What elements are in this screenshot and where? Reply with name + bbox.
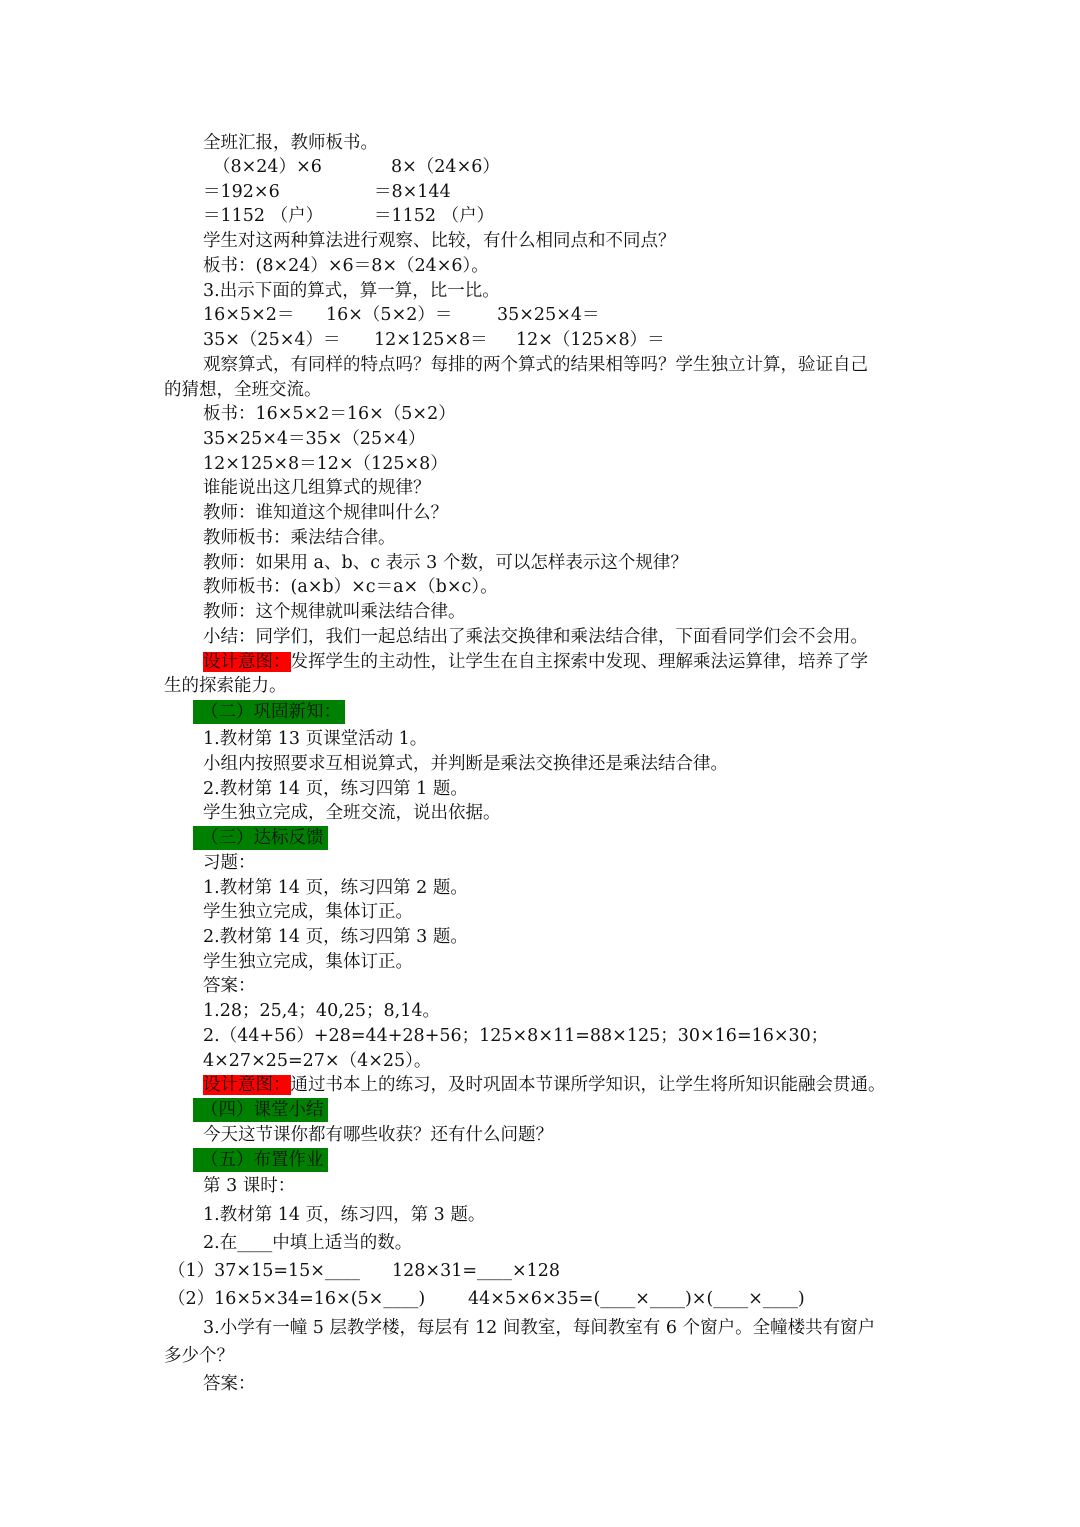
design-intent-tag: 设计意图：	[203, 652, 291, 672]
answer-label: 答案：	[203, 976, 256, 996]
expr-a3: 35×25×4＝	[497, 305, 600, 325]
answer-1: 1.28；25,4；40,25；8,14。	[203, 1001, 440, 1021]
homework-3-cont: 多少个？	[164, 1346, 234, 1366]
calc-right-1: 8×（24×6）	[391, 157, 500, 177]
design-intent-1-cont: 生的探索能力。	[164, 676, 287, 696]
exercise-2-detail: 学生独立完成，集体订正。	[203, 952, 413, 972]
design-intent-text: 通过书本上的练习，及时巩固本节课所学知识，让学生将所知识能融会贯通。	[290, 1075, 886, 1095]
observe-paragraph: 观察算式，有同样的特点吗？每排的两个算式的结果相等吗？学生独立计算，验证自己	[203, 355, 868, 375]
calc-right-2: ＝8×144	[374, 182, 451, 202]
exercise-2: 2.教材第 14 页，练习四第 3 题。	[203, 927, 468, 947]
board-writing-4: 12×125×8＝12×（125×8）	[203, 454, 448, 474]
calc-right-3: ＝1152 （户）	[374, 206, 495, 226]
section-heading-4: （四）课堂小结	[193, 1098, 328, 1122]
section-heading-3: （三）达标反馈	[193, 826, 328, 850]
expr-b2: 12×125×8＝	[374, 330, 488, 350]
expr-b3: 12×（125×8）＝	[516, 330, 665, 350]
design-intent-1	[203, 650, 868, 674]
teacher-rule-name: 教师：这个规律就叫乘法结合律。	[203, 602, 466, 622]
exercise-label: 习题：	[203, 853, 256, 873]
lesson-label: 第 3 课时：	[203, 1176, 296, 1196]
calc-left-1: （8×24）×6	[213, 157, 322, 177]
step-3: 3.出示下面的算式，算一算，比一比。	[203, 281, 500, 301]
board-writing-1: 板书：(8×24）×6＝8×（24×6）。	[203, 256, 489, 276]
fill-blank-1a: （1）37×15=15×____	[168, 1261, 360, 1281]
teacher-board-formula: 教师板书：(a×b）×c＝a×（b×c）。	[203, 577, 498, 597]
rule-question: 谁能说出这几组算式的规律？	[203, 478, 431, 498]
board-writing-2: 板书：16×5×2＝16×（5×2）	[203, 404, 456, 424]
summary-line: 小结：同学们，我们一起总结出了乘法交换律和乘法结合律，下面看同学们会不会用。	[203, 627, 868, 647]
teacher-abc-question: 教师：如果用 a、b、c 表示 3 个数，可以怎样表示这个规律？	[203, 553, 688, 573]
design-intent-text: 发挥学生的主动性，让学生在自主探索中发现、理解乘法运算律，培养了学	[290, 652, 868, 672]
design-intent-2	[203, 1073, 886, 1097]
homework-1: 1.教材第 14 页，练习四，第 3 题。	[203, 1205, 486, 1225]
report-line: 全班汇报，教师板书。	[203, 133, 378, 153]
task-2-detail: 学生独立完成，全班交流，说出依据。	[203, 803, 501, 823]
answer-2: 2.（44+56）+28=44+28+56；125×8×11=88×125；30×16=16×30；	[203, 1026, 829, 1046]
compare-question: 学生对这两种算法进行观察、比较，有什么相同点和不同点？	[203, 231, 676, 251]
final-answer-label: 答案：	[203, 1374, 256, 1394]
calc-left-2: ＝192×6	[203, 182, 280, 202]
task-1-detail: 小组内按照要求互相说算式，并判断是乘法交换律还是乘法结合律。	[203, 754, 728, 774]
exercise-1: 1.教材第 14 页，练习四第 2 题。	[203, 878, 468, 898]
expr-a2: 16×（5×2）＝	[326, 305, 453, 325]
task-1: 1.教材第 13 页课堂活动 1。	[203, 729, 428, 749]
teacher-question: 教师：谁知道这个规律叫什么？	[203, 503, 448, 523]
fill-blank-2a: （2）16×5×34=16×(5×____)	[168, 1289, 426, 1309]
expr-a1: 16×5×2＝	[203, 305, 295, 325]
section-heading-5: （五）布置作业	[193, 1148, 328, 1172]
design-intent-tag: 设计意图：	[203, 1075, 291, 1095]
board-writing-3: 35×25×4＝35×（25×4）	[203, 429, 426, 449]
fill-blank-2b: 44×5×6×35=(____×____)×(____×____)	[468, 1289, 805, 1309]
class-summary-question: 今天这节课你都有哪些收获？还有什么问题？	[203, 1125, 553, 1145]
expr-b1: 35×（25×4）＝	[203, 330, 341, 350]
teacher-board-rule: 教师板书：乘法结合律。	[203, 528, 396, 548]
observe-paragraph-cont: 的猜想，全班交流。	[164, 380, 322, 400]
fill-blank-1b: 128×31=____×128	[392, 1261, 561, 1281]
calc-left-3: ＝1152 （户）	[203, 206, 324, 226]
homework-2: 2.在____中填上适当的数。	[203, 1233, 413, 1253]
exercise-1-detail: 学生独立完成，集体订正。	[203, 902, 413, 922]
homework-3: 3.小学有一幢 5 层教学楼，每层有 12 间教室，每间教室有 6 个窗户。全幢楼共有窗户	[203, 1318, 876, 1338]
answer-2-cont: 4×27×25=27×（4×25）。	[203, 1051, 432, 1071]
task-2: 2.教材第 14 页，练习四第 1 题。	[203, 779, 468, 799]
section-heading-2: （二）巩固新知：	[193, 700, 345, 724]
